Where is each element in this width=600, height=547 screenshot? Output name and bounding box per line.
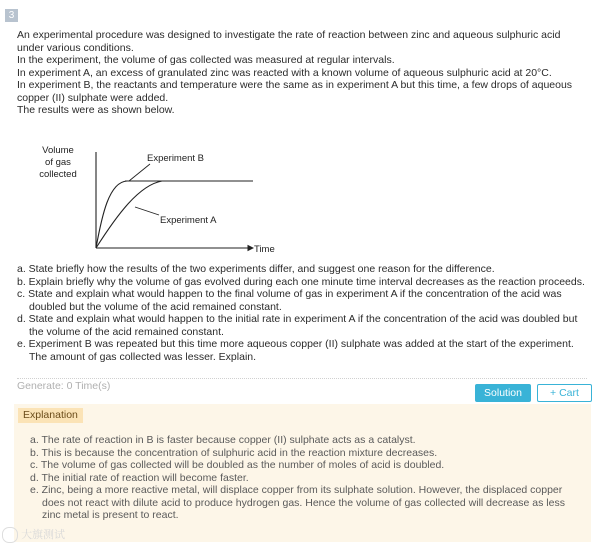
intro-line: In the experiment, the volume of gas collected was measured at regular intervals. xyxy=(17,54,395,66)
pointer-experiment-a xyxy=(135,207,159,215)
watermark-text: 大旗测试 xyxy=(21,529,66,541)
pointer-experiment-b xyxy=(129,164,150,181)
explanation-item: e. Zinc, being a more reactive metal, will displace copper from its sulphate solution. However, the displaced copper does not react with dilute acid to produce hydrogen gas. Hence the volume of gas collected will decrease as less zinc metal is present to react. xyxy=(30,484,565,521)
series-label-experiment-b: Experiment B xyxy=(147,153,205,164)
intro-line: In experiment A, an excess of granulated zinc was reacted with a known volume of aqueous sulphuric acid at 20°C. xyxy=(17,66,552,79)
intro-line: The results were as shown below. xyxy=(17,104,175,116)
solution-button[interactable]: Solution xyxy=(475,384,531,402)
circle-logo-icon xyxy=(2,527,18,543)
question-item: e. Experiment B was repeated but this time more aqueous copper (II) sulphate was added at the start of the experiment. The amount of gas collected was lesser. Explain. xyxy=(17,338,574,363)
watermark xyxy=(2,526,82,542)
divider xyxy=(17,378,587,379)
x-axis-label: Time xyxy=(254,244,275,255)
question-intro xyxy=(17,29,587,117)
question-item: c. State and explain what would happen to the final volume of gas in experiment A if the concentration of the acid was doubled but the volume of the acid remained constant. xyxy=(17,288,562,313)
question-item: a. State briefly how the results of the two experiments differ, and suggest one reason for the difference. xyxy=(17,263,495,275)
question-item: d. State and explain what would happen to the initial rate in experiment A if the concentration of the acid was doubled but the volume of the acid remained constant. xyxy=(17,313,578,338)
explanation-title: Explanation xyxy=(18,408,83,423)
series-line-experiment-a xyxy=(96,181,162,248)
explanation-item: a. The rate of reaction in B is faster because copper (II) sulphate acts as a catalyst. xyxy=(30,434,416,446)
question-number-badge: 3 xyxy=(5,9,18,22)
add-to-cart-button[interactable]: + Cart xyxy=(537,384,592,402)
y-axis-label-line: collected xyxy=(39,169,77,180)
intro-line: An experimental procedure was designed to investigate the rate of reaction between zinc and aqueous sulphuric acid under various conditions. xyxy=(17,29,561,54)
series-line-experiment-b xyxy=(96,181,127,248)
reaction-graph xyxy=(17,140,317,258)
explanation-item: b. This is because the concentration of sulphuric acid in the reaction mixture decreases. xyxy=(30,446,438,459)
series-label-experiment-a: Experiment A xyxy=(160,215,217,226)
intro-line: In experiment B, the reactants and temperature were the same as in experiment A but this time, a few drops of aqueous copper (II) sulphate were added. xyxy=(17,79,573,104)
explanation-item: c. The volume of gas collected will be doubled as the number of moles of acid is doubled. xyxy=(30,459,445,471)
question-item: b. Explain briefly why the volume of gas evolved during each one minute time interval decreases as the reaction proceeds. xyxy=(17,275,585,288)
generate-count: Generate: 0 Time(s) xyxy=(17,380,111,392)
explanation-list xyxy=(30,434,578,522)
explanation-item: d. The initial rate of reaction will become faster. xyxy=(30,471,249,484)
question-list xyxy=(17,263,587,363)
y-axis-label-line: of gas xyxy=(45,157,71,168)
y-axis-label-line: Volume xyxy=(42,145,74,156)
